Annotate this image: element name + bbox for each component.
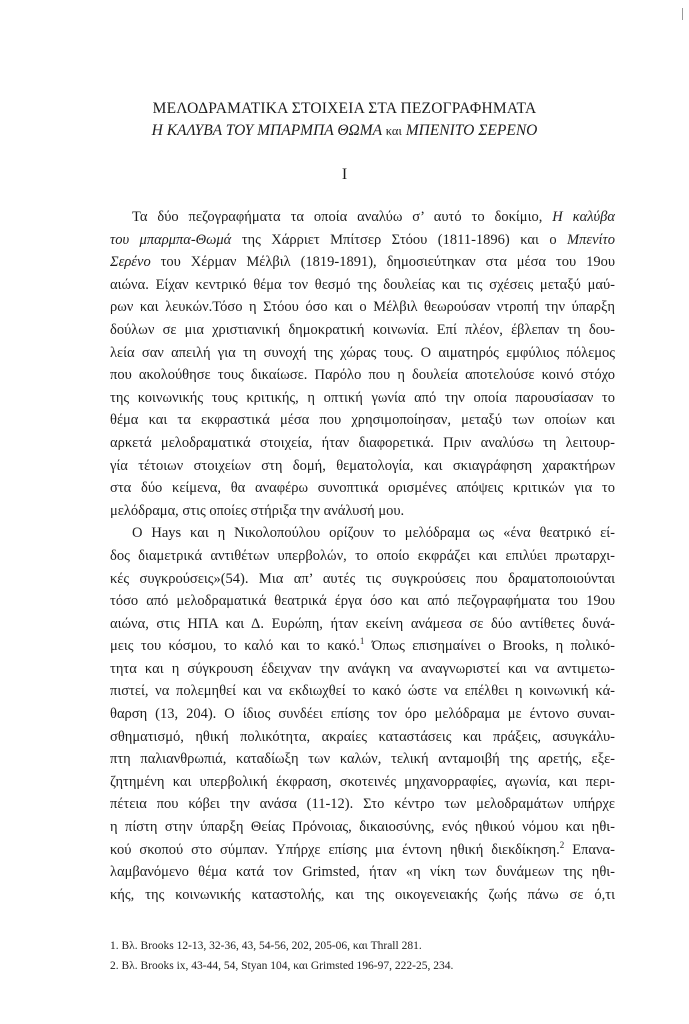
text-line: ζητημένη και υπερβολική έκφραση, σκοτεινές μηχανορραφίες, αγωνία, και περι-	[110, 773, 615, 790]
text-line: αρκετά μελοδραματικά στοιχεία, ήταν διαφορετικά. Πριν αναλύσω τη λειτουρ-	[110, 434, 615, 451]
text-line: θαρση (13, 204). Ο ίδιος συνδέει επίσης τον όρο μελόδραμα με έντονο συναι-	[110, 706, 615, 723]
text-line: στα δύο κείμενα, θα αναφέρω συνοπτικά ορισμένες απόψεις κριτικών για το	[110, 480, 615, 497]
subtitle-work-1: Η ΚΑΛΥΒΑ ΤΟΥ ΜΠΑΡΜΠΑ ΘΩΜΑ	[151, 122, 382, 139]
footnote-ref-2: 2	[559, 839, 565, 850]
text-line: δούλων σε μια χριστιανική δημοκρατική κοινωνία. Επί πλέον, έβλεπαν τη δου-	[110, 321, 615, 338]
subtitle-conjunction: και	[385, 124, 402, 138]
footnote-1: 1. Βλ. Brooks 12-13, 32-36, 43, 54-56, 202, 205-06, και Thrall 281.	[110, 940, 422, 952]
text-line: Τα δύο πεζογραφήματα τα οποία αναλύω σ’ αυτό το δοκίμιο, Η καλύβα	[132, 209, 615, 225]
text-line: της κοινωνικής τους κριτικής, η οπτική γωνία από την οποία παρουσίασαν το	[110, 389, 615, 406]
text-line: αιώνα. Είχαν κεντρικό θέμα τον θεσμό της δουλείας και τις σχέσεις μεταξύ μαύ-	[110, 276, 615, 293]
text-line: αιώνα, στις ΗΠΑ και Δ. Ευρώπη, ήταν εκείνη ανάμεσα σε δύο αντίθετες δυνά-	[110, 615, 615, 632]
text-line: κού σκοπού στο σύμπαν. Υπήρχε επίσης μια έντονη ηθική διεκδίκηση.$^2$ Επανα-	[110, 839, 615, 858]
text-line: κές συγκρούσεις»(54). Μια απ’ αυτές τις συγκρούσεις που δραματοποιούνται	[110, 570, 615, 587]
subtitle-work-2: ΜΠΕΝΙΤΟ ΣΕΡΕΝΟ	[405, 122, 538, 139]
page-edge-mark	[682, 8, 683, 20]
chapter-title: ΜΕΛΟΔΡΑΜΑΤΙΚΑ ΣΤΟΙΧΕΙΑ ΣΤΑ ΠΕΖΟΓΡΑΦΗΜΑΤΑ	[152, 100, 537, 117]
text-line: η πίστη στην ύπαρξη Θείας Πρόνοιας, δικαιοσύνης, ενός ηθικού νόμου και ηθι-	[110, 819, 615, 836]
text-line: πτη παλιανθρωπιά, καταδίωξη των καλών, τελική ανταμοιβή της αρετής, εξε-	[110, 751, 615, 768]
text-line: γία τέτοιων στοιχείων στη δομή, θεματολογία, και σκιαγράφηση χαρακτήρων	[110, 457, 615, 474]
text-line: σθηματισμό, ηθική πολικότητα, ακραίες καταστάσεις και πράξεις, ασυγκάλυ-	[110, 728, 615, 745]
text-line: που ακολούθησε τους δικαίωσε. Παρόλο που η δουλεία αποτελούσε κοινό στόχο	[110, 367, 615, 384]
section-number: I	[341, 166, 348, 183]
text-line: ρων και λευκών.Τόσο η Στόου όσο και ο Μέλβιλ θεωρούσαν ντροπή την ύπαρξη	[110, 299, 615, 316]
text-line: πιστεί, να πολεμηθεί και να εκδιωχθεί το κακό ώστε να επέλθει η κοινωνική κά-	[110, 683, 615, 700]
text-line: λαμβανόμενο θέμα κατά τον Grimsted, ήταν «η νίκη των δυνάμεων της ηθι-	[110, 864, 615, 881]
text-line: Σερένο του Χέρμαν Μέλβιλ (1819-1891), δημοσιεύτηκαν στα μέσα του 19ου	[110, 254, 615, 271]
text-line: του μπαρμπα-Θωμά της Χάρριετ Μπίτσερ Στόου (1811-1896) και ο Μπενίτο	[110, 231, 615, 248]
text-line: πέτεια που κόβει την ανάσα (11-12). Στο κέντρο των μελοδραμάτων υπήρχε	[110, 796, 615, 813]
text-line: δος διαμετρικά αντιθέτων υπερβολών, το οποίο εκφράζει και επιλύει πρωταρχι-	[110, 547, 615, 564]
body-text	[110, 206, 615, 906]
footnotes	[110, 936, 615, 976]
footnote-ref-1: 1	[359, 636, 365, 647]
footnote-2: 2. Βλ. Brooks ix, 43-44, 54, Styan 104, και Grimsted 196-97, 222-25, 234.	[110, 960, 454, 972]
text-line: λεία σαν απειλή για τη συνοχή της χώρας τους. Ο αιματηρός εμφύλιος πόλεμος	[110, 344, 615, 361]
text-line: τητα και η σύγκρουση έδειχναν την ανάγκη να αναγνωριστεί και να αντιμετω-	[110, 660, 615, 677]
text-line: Ο Hays και η Νικολοπούλου ορίζουν το μελόδραμα ως «ένα θεατρικό εί-	[132, 525, 615, 542]
chapter-subtitle	[0, 122, 689, 140]
text-line: θέμα και τα εκφραστικά μέσα που χρησιμοποίησαν, μεταξύ των οποίων και	[110, 412, 615, 429]
text-line: κής, της κοινωνικής καταστολής, και της οικογενειακής ζωής πάνω σε ό,τι	[110, 886, 615, 903]
text-line: μελόδραμα, στις οποίες στήριξα την ανάλυσή μου.	[110, 502, 405, 519]
text-line: μεις του κόσμου, το καλό και το κακό.$^1$ Όπως επισημαίνει ο Brooks, η πολικό-	[110, 636, 615, 655]
text-line: τόσο από μελοδραματικά θεατρικά έργα όσο και από πεζογραφήματα του 19ου	[110, 593, 615, 610]
